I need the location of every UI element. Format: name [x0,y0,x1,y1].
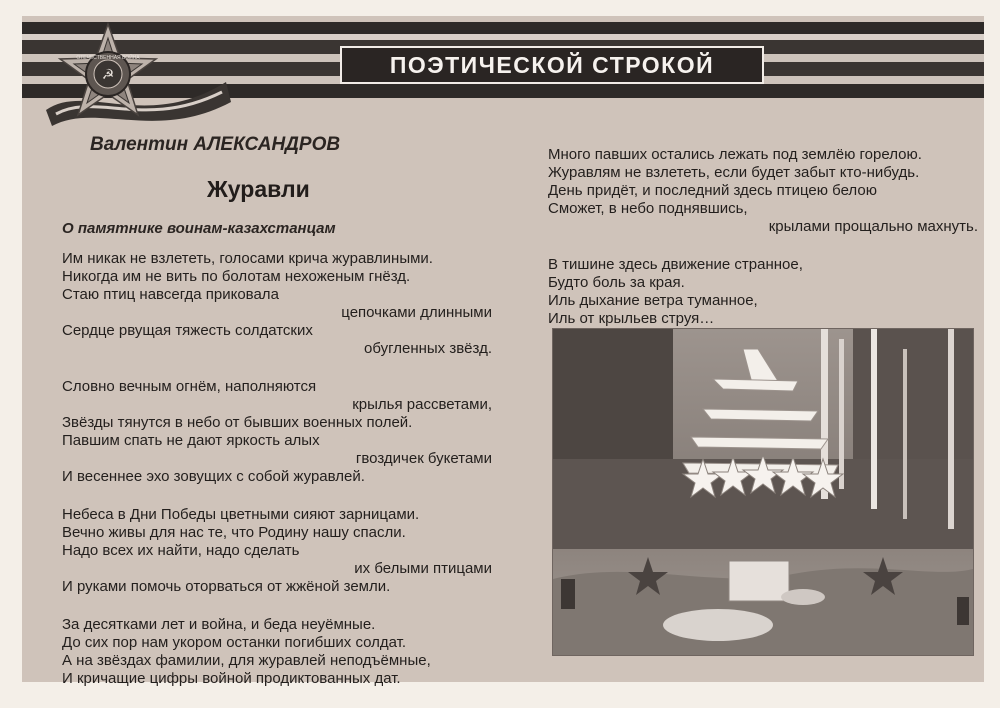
poem-epigraph: О памятнике воинам-казахстанцам [62,220,336,237]
newspaper-page [22,16,984,687]
poem-stanza [548,146,978,236]
section-title: ПОЭТИЧЕСКОЙ СТРОКОЙ [340,46,764,84]
poem-line: Стаю птиц навсегда приковала [62,286,279,303]
poem-line: И руками помочь оторваться от жжёной земли. [62,578,391,595]
poem-line: Иль от крыльев струя… [548,310,715,327]
emblem-text: ОТЕЧЕСТВЕННАЯ ВОЙНА [76,55,140,61]
poem-line: Павшим спать не дают яркость алых [62,432,320,449]
poem-line: Небеса в Дни Победы цветными сияют зарницами. [62,506,420,523]
poem-line: А на звёздах фамилии, для журавлей неподъёмные, [62,652,431,669]
poem-stanza [62,378,492,486]
hammer-sickle-icon: ☭ [101,67,115,83]
poem-line: Будто боль за края. [548,274,685,291]
poem-line: До сих пор нам укором останки погибших солдат. [62,634,407,651]
poem-title: Журавли [207,176,310,202]
section-header [22,22,984,118]
poem-line: Иль дыхание ветра туманное, [548,292,758,309]
poem-author: Валентин АЛЕКСАНДРОВ [90,134,341,155]
poem-line: За десятками лет и война, и беда неуёмные. [62,616,376,633]
poem-stanza [62,616,492,688]
poem-stanza [62,250,492,358]
poem-line: Сердце рвущая тяжесть солдатских [62,322,313,339]
poem-line: их белыми птицами [354,560,492,577]
poem-line: И кричащие цифры войной продиктованных дат. [62,670,401,687]
poem-line: Звёзды тянутся в небо от бывших военных полей. [62,414,413,431]
poem-line: Сможет, в небо поднявшись, [548,200,748,217]
poem-line: гвоздичек букетами [355,450,492,467]
poem-column-left [62,250,492,708]
crane-monument-photo [552,328,974,656]
poem-line: крылья рассветами, [352,396,492,413]
poem-line: Журавлям не взлететь, если будет забыт кто-нибудь. [548,164,920,181]
poem-line: обугленных звёзд. [363,340,492,357]
poem-line: цепочками длинными [341,304,492,321]
poem-column-right [548,146,978,348]
poem-line: Никогда им не вить по болотам нехоженым гнёзд. [62,268,411,285]
poem-line: Вечно живы для нас те, что Родину нашу спасли. [62,524,406,541]
poem-line: Словно вечным огнём, наполняются [62,378,317,395]
poem-stanza [548,256,978,328]
poem-stanza [62,506,492,596]
poem-line: День придёт, и последний здесь птицею белою [548,182,877,199]
poem-line: Им никак не взлететь, голосами крича журавлиными. [62,250,433,267]
poem-line: И весеннее эхо зовущих с собой журавлей. [62,468,365,485]
order-patriotic-war-emblem [26,22,236,132]
poem-line: крылами прощально махнуть. [768,218,978,235]
poem-line: Много павших остались лежать под землёю горелою. [548,146,922,163]
poem-line: Надо всех их найти, надо сделать [62,542,300,559]
poem-line: В тишине здесь движение странное, [548,256,803,273]
